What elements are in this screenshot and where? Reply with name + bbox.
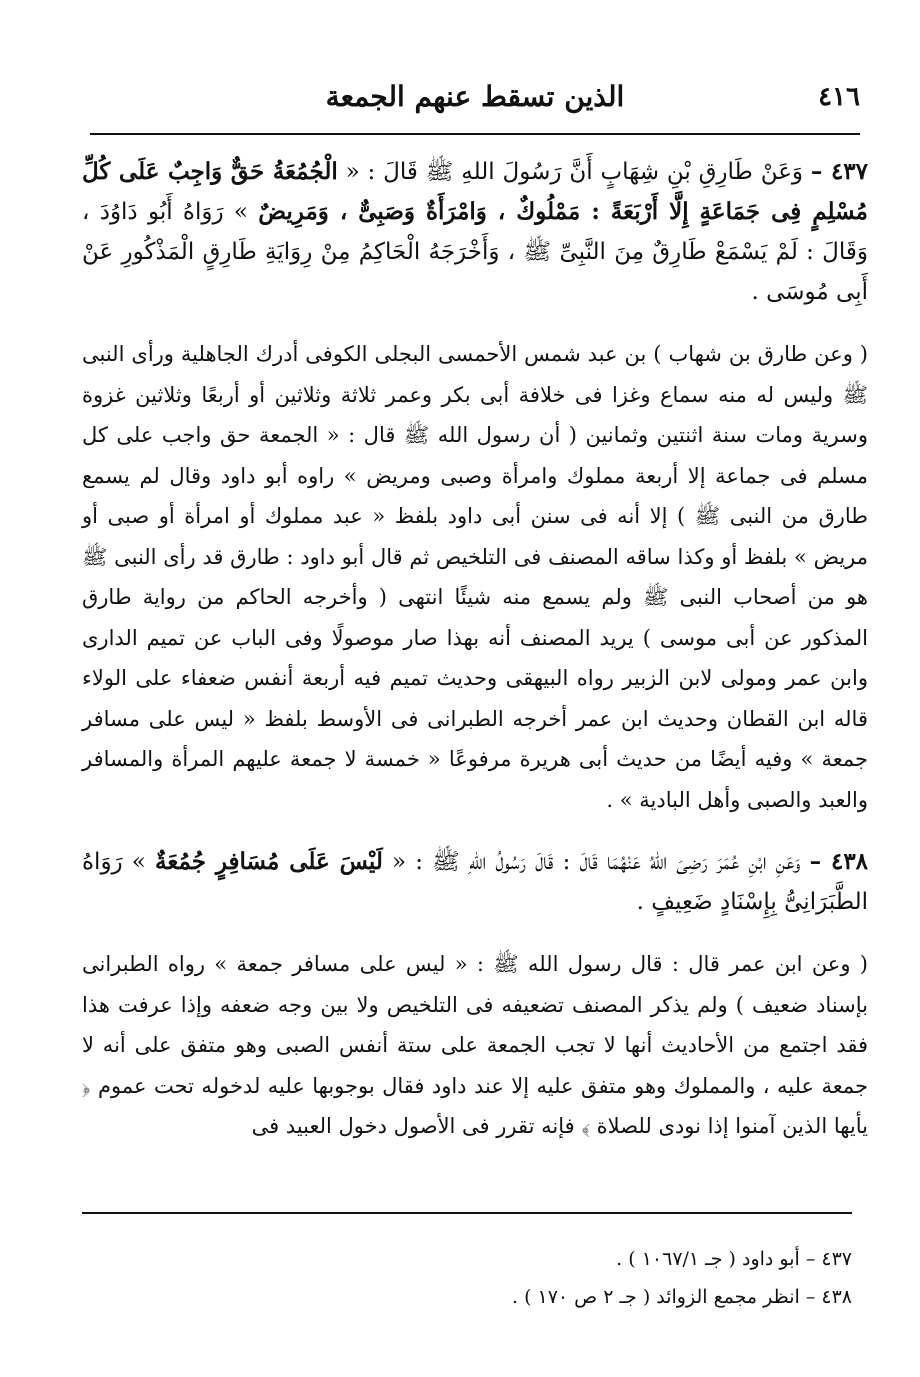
header-divider <box>90 133 860 135</box>
hadith-intro: وَعَنْ طَارِقِ بْنِ شِهَابٍ أَنَّ رَسُولَ اللهِ ﷺ قَالَ : « <box>345 159 804 185</box>
commentary-437: ( وعن طارق بن شهاب ) بن عبد شمس الأحمسى البجلى الكوفى أدرك الجاهلية ورأى النبى ﷺ وليس له منه سماع وغزا فى خلافة أبى بكر وعمر ثلاثة وثلاثين أو أربعًا وثلاثين غزوة وسرية ومات سنة اثنتين وثمانين ( أن رسول الله ﷺ قال : « الجمعة حق واجب على كل مسلم فى جماعة إلا أربعة مملوك وامرأة وصبى ومريض » راوه أبو داود وقال لم يسمع طارق من النبى ﷺ ) إلا أنه فى سنن أبى داود بلفظ « عبد مملوك أو امرأة أو صبى أو مريض » بلفظ أو وكذا ساقه المصنف فى التلخيص ثم قال أبو داود : طارق قد رأى النبى ﷺ هو من أصحاب النبى ﷺ ولم يسمع منه شيئًا انتهى ( وأخرجه الحاكم من رواية طارق المذكور عن أبى موسى ) يريد المصنف أنه بهذا صار موصولًا وفى الباب عن تميم الدارى وابن عمر ومولى لابن الزبير رواه البيهقى وحديث تميم فيه أربعة أنفس ضعفاء على الولاء قاله ابن القطان وحديث ابن عمر أخرجه الطبرانى فى الأوسط بلفظ « ليس على مسافر جمعة » وفيه أيضًا من حديث أبى هريرة مرفوعًا « خمسة لا جمعة عليهم المرأة والمسافر والعبد والصبى وأهل البادية » . <box>82 342 868 812</box>
page-header <box>90 78 860 122</box>
hadith-number: ٤٣٧ – <box>810 158 869 185</box>
commentary-438: ( وعن ابن عمر قال : قال رسول الله ﷺ : « ليس على مسافر جمعة » رواه الطبرانى بإسناد ضعيف ) ولم يذكر المصنف تضعيفه فى التلخيص ولا بين وجه ضعفه وإذا عرفت هذا فقد اجتمع من الأحاديث أنها لا تجب الجمعة على ستة أنفس الصبى وهو متفق على أنه لا جمعة عليه ، والمملوك وهو متفق عليه إلا عند داود فقال بوجوبها عليه لدخوله تحت عموم ﴿ يأيها الذين آمنوا إذا نودى للصلاة ﴾ فإنه تقرر فى الأصول دخول العبيد فى <box>82 952 868 1138</box>
page-number: ٤١٦ <box>818 82 860 112</box>
hadith-437 <box>82 152 868 312</box>
main-text <box>82 152 868 1169</box>
hadith-matn: الْجُمُعَةُ حَقٌّ وَاجِبٌ عَلَى كُلِّ مُسْلِمٍ فِى جَمَاعَةٍ إِلَّا أَرْبَعَةً : مَمْلُوكٌ ، وَامْرَأَةٌ وَصَبِىٌّ ، وَمَرِيضٌ <box>82 158 868 225</box>
hadith-takhrij: » رَوَاهُ الطَّبَرَانِىُّ بِإِسْنَادٍ ضَعِيفٍ . <box>82 849 868 915</box>
hadith-number: ٤٣٨ – <box>809 848 869 875</box>
hadith-intro: وَعَنِ ابْنِ عُمَرَ رَضِىَ اللهُ عَنْهُمَا قَالَ : قَالَ رَسُولُ اللهِ ﷺ : « <box>392 849 801 875</box>
hadith-438 <box>82 842 868 922</box>
footnote-437: ٤٣٧ – أبو داود ( جـ ١٠٦٧/١ ) . <box>616 1248 852 1270</box>
footnote-divider <box>82 1212 852 1214</box>
footnote-438: ٤٣٨ – انظر مجمع الزوائد ( جـ ٢ ص ١٧٠ ) . <box>511 1286 852 1308</box>
hadith-matn: لَيْسَ عَلَى مُسَافِرٍ جُمُعَةٌ <box>155 848 383 875</box>
footnotes <box>90 1240 852 1316</box>
running-title: الذين تسقط عنهم الجمعة <box>325 80 625 113</box>
hadith-takhrij: » رَوَاهُ أَبُو دَاوُدَ ، وَقَالَ : لَمْ يَسْمَعْ طَارِقٌ مِنَ النَّبِىِّ ﷺ ، وَأَخْرَجَهُ الْحَاكِمُ مِنْ رِوَايَةِ طَارِقٍ الْمَذْكُورِ عَنْ أَبِى مُوسَى . <box>82 199 868 305</box>
